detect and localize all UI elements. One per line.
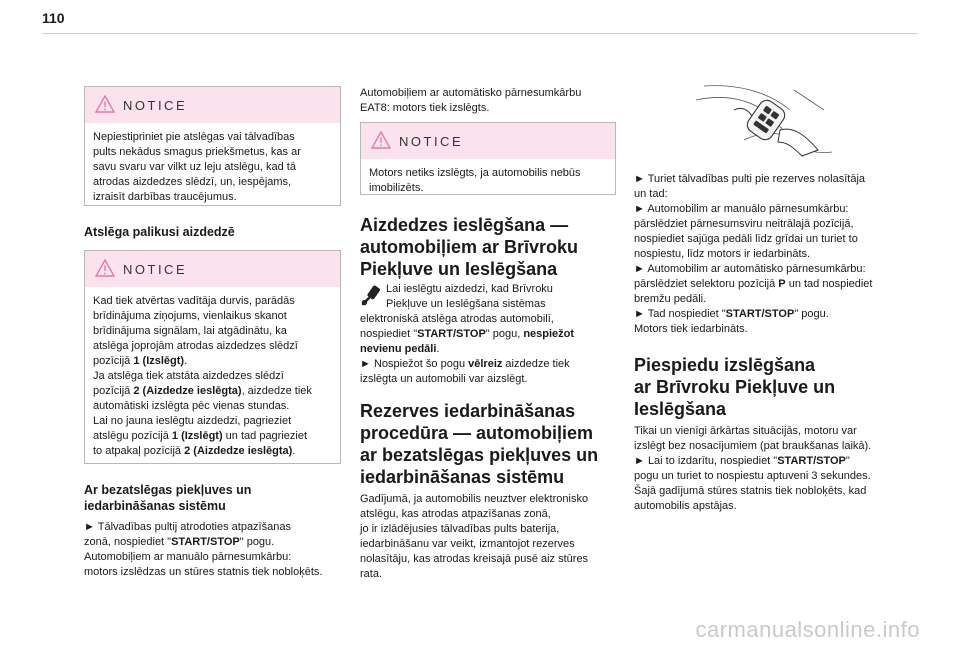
- text-line: Automobiļiem ar automātisko pārnesumkārbu: [360, 87, 582, 99]
- text-line: brīdinājuma ziņojums, vienlaikus skanot: [93, 310, 287, 322]
- text-line: ► Automobilim ar automātisko pārnesumkārbu:: [634, 263, 866, 275]
- text-line: izslēgt bez nosacījumiem (pat braukšanas laikā).: [634, 440, 872, 452]
- text-line: ► Tālvadības pultij atrodoties atpazīšanas: [84, 521, 291, 533]
- heading-ignition-keyless: Aizdedzes ieslēgšana — automobiļiem ar Brīvroku Piekļuve un Ieslēgšana: [360, 215, 579, 279]
- warning-triangle-icon: [95, 259, 115, 277]
- warning-triangle-icon: [95, 95, 115, 113]
- watermark: carmanualsonline.info: [695, 617, 920, 642]
- text-line: atslēgu, kas atrodas atpazīšanas zonā,: [360, 508, 551, 520]
- text-line: to atpakaļ pozīcijā 2 (Aizdedze ieslēgta).: [93, 445, 296, 457]
- notice-body: [85, 287, 340, 467]
- notice-body: [361, 159, 615, 204]
- backup-reader-illustration: [694, 80, 834, 162]
- text-line: ► Nospiežot šo pogu vēlreiz aizdedze tiek: [360, 358, 570, 370]
- text-line: pozīcijā 1 (Izslēgt).: [93, 355, 188, 367]
- notice-box-heavy-objects: [84, 86, 341, 206]
- text-line: brīdinājuma signālam, lai atgādinātu, ka: [93, 325, 287, 337]
- text-line: nospiestu, līdz motors ir iedarbināts.: [634, 248, 811, 260]
- text-line: nevienu pedāli.: [360, 343, 440, 355]
- warning-triangle-icon: [371, 131, 391, 149]
- heading-keyless-off: Ar bezatslēgas piekļuves un iedarbināšanas sistēmu: [84, 483, 252, 513]
- text-line: Lai ieslēgtu aizdedzi, kad Brīvroku: [386, 283, 553, 295]
- text-line: Automobiļiem ar manuālo pārnesumkārbu:: [84, 551, 292, 563]
- text-line: automātiski izslēgta pēc vienas stundas.: [93, 400, 290, 412]
- ignition-keyless-text: [360, 282, 616, 387]
- text-line: pozīcijā 2 (Aizdedze ieslēgta), aizdedze tiek: [93, 385, 312, 397]
- text-line: ► Automobilim ar manuālo pārnesumkārbu:: [634, 203, 849, 215]
- text-line: bremžu pedāli.: [634, 293, 707, 305]
- text-line: Motors tiek iedarbināts.: [634, 323, 748, 335]
- text-line: nolasītāju, kas atrodas kreisajā pusē aiz stūres: [360, 553, 589, 565]
- page-number: 110: [42, 10, 65, 26]
- text-line: imobilizēts.: [369, 182, 424, 194]
- text-line: Lai no jauna ieslēgtu aizdedzi, pagrieziet: [93, 415, 292, 427]
- text-line: nospiediet sajūga pedāli līdz grīdai un turiet to: [634, 233, 858, 245]
- text-line: Piekļuve un Ieslēgšana sistēmas: [386, 298, 546, 310]
- heading-backup-procedure: Rezerves iedarbināšanas procedūra — automobiļiem ar bezatslēgas piekļuves un iedarbināšanas sistēmu: [360, 401, 599, 487]
- text-line: ► Lai to izdarītu, nospiediet "START/STOP": [634, 455, 850, 467]
- text-line: Šajā gadījumā stūres statnis tiek nobloķēts, kad: [634, 485, 867, 497]
- text-line: motors izslēdzas un stūres statnis tiek nobloķēts.: [84, 566, 323, 578]
- text-line: atslēgu pozīcijā 1 (Izslēgt) un tad pagrieziet: [93, 430, 308, 442]
- heading-key-left-in-ignition: Atslēga palikusi aizdedzē: [84, 225, 235, 239]
- notice-box-key-left: [84, 250, 341, 464]
- text-line: Tikai un vienīgi ārkārtas situācijās, motoru var: [634, 425, 857, 437]
- text-line: atrodas aizdedzes slēdzī, un, iespējams,: [93, 176, 292, 188]
- text-line: pogu un turiet to nospiestu aptuveni 3 sekundes.: [634, 470, 871, 482]
- text-line: pārslēdziet selektoru pozīcijā P un tad nospiediet: [634, 278, 873, 290]
- text-line: Gadījumā, ja automobilis neuztver elektronisko: [360, 493, 589, 505]
- text-line: Motors netiks izslēgts, ja automobilis nebūs: [369, 167, 581, 179]
- text-line: atslēga joprojām atrodas aizdedzes slēdzī: [93, 340, 298, 352]
- notice-header: [361, 123, 615, 159]
- text-line: Ja atslēga tiek atstāta aizdedzes slēdzī: [93, 370, 284, 382]
- notice-title: NOTICE: [399, 134, 464, 149]
- notice-title: NOTICE: [123, 262, 188, 277]
- notice-box-immobilised: [360, 122, 616, 195]
- text-line: izslēgta un automobili var aizslēgt.: [360, 373, 528, 385]
- text-line: Kad tiek atvērtas vadītāja durvis, parādās: [93, 295, 295, 307]
- text-line: jo ir izlādējusies tālvadības pults baterija,: [360, 523, 560, 535]
- text-line: ► Tad nospiediet "START/STOP" pogu.: [634, 308, 829, 320]
- text-line: savu svaru var vilkt uz leju atslēgu, kad tā: [93, 161, 296, 173]
- text-line: automobilis apstājas.: [634, 500, 737, 512]
- notice-title: NOTICE: [123, 98, 188, 113]
- keyless-off-text: [84, 520, 346, 580]
- forced-shutdown-text: [634, 424, 890, 514]
- eat8-intro: [360, 86, 616, 116]
- text-line: un tad:: [634, 188, 668, 200]
- notice-header: [85, 251, 340, 287]
- text-line: izraisīt darbības traucējumus.: [93, 191, 237, 203]
- text-line: pārslēdziet pārnesumsviru neitrālajā pozīcijā,: [634, 218, 854, 230]
- text-line: iedarbināšanu var veikt, izmantojot rezerves: [360, 538, 575, 550]
- header-rule: [42, 33, 918, 34]
- backup-steps-text: [634, 172, 890, 337]
- heading-forced-shutdown: Piespiedu izslēgšana ar Brīvroku Piekļuve un Ieslēgšana: [634, 355, 836, 419]
- notice-header: [85, 87, 340, 123]
- backup-procedure-text: [360, 492, 616, 582]
- text-line: rata.: [360, 568, 383, 580]
- notice-body: [85, 123, 340, 213]
- text-line: zonā, nospiediet "START/STOP" pogu.: [84, 536, 275, 548]
- text-line: nospiediet "START/STOP" pogu, nespiežot: [360, 328, 575, 340]
- text-line: elektroniskā atslēga atrodas automobilī,: [360, 313, 554, 325]
- text-line: Nepiestipriniet pie atslēgas vai tālvadības: [93, 131, 295, 143]
- text-line: EAT8: motors tiek izslēgts.: [360, 102, 490, 114]
- text-line: ► Turiet tālvadības pulti pie rezerves nolasītāja: [634, 173, 866, 185]
- text-line: pults nekādus smagus priekšmetus, kas ar: [93, 146, 301, 158]
